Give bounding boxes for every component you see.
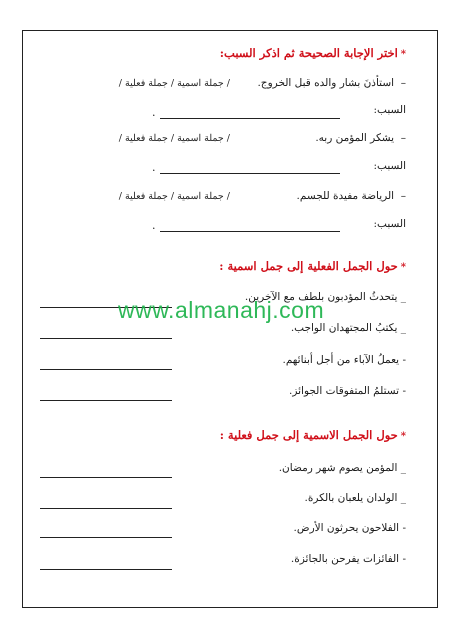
section1-item3-end: . xyxy=(152,219,156,232)
section3-item1-answer-line[interactable] xyxy=(40,477,172,478)
section2-item3-answer-line[interactable] xyxy=(40,369,172,370)
section2-heading: *حول الجمل الفعلية إلى جمل اسمية : xyxy=(219,259,406,273)
section3-item4-answer-line[interactable] xyxy=(40,569,172,570)
section2-item4-answer-line[interactable] xyxy=(40,400,172,401)
section1-item3-options: / جملة اسمية / جملة فعلية / xyxy=(118,191,230,202)
section1-item3-sentence: – الرياضة مفيدة للجسم. xyxy=(296,190,406,202)
section1-item2-end: . xyxy=(152,161,156,174)
section3-heading: *حول الجمل الاسمية إلى جمل فعلية : xyxy=(219,428,406,442)
section1-item1-reason-label: السبب: xyxy=(373,104,406,116)
section1-item1-reason-line[interactable] xyxy=(160,118,340,119)
section2-item4-sentence: - تستلمُ المتفوقات الجوائز. xyxy=(289,385,406,397)
section1-item2-reason-line[interactable] xyxy=(160,173,340,174)
section3-item1-sentence: _ المؤمن يصوم شهر رمضان. xyxy=(278,462,406,474)
section1-item2-reason-label: السبب: xyxy=(373,160,406,172)
section2-item2-sentence: _ يكتبُ المجتهدان الواجب. xyxy=(290,322,406,334)
section2-item2-answer-line[interactable] xyxy=(40,338,172,339)
section1-item2-options: / جملة اسمية / جملة فعلية / xyxy=(118,133,230,144)
section2-item3-sentence: - يعملُ الآباء من أجل أبنائهم. xyxy=(282,354,406,366)
section3-item3-answer-line[interactable] xyxy=(40,537,172,538)
section1-item3-reason-line[interactable] xyxy=(160,231,340,232)
section3-item4-sentence: - الفائزات يفرحن بالجائزة. xyxy=(290,553,406,565)
section1-item3-reason-label: السبب: xyxy=(373,218,406,230)
section1-item1-options: / جملة اسمية / جملة فعلية / xyxy=(118,78,230,89)
section1-item2-sentence: – يشكر المؤمن ربه. xyxy=(315,132,406,144)
section2-item1-sentence: _ يتحدثُ المؤدبون بلطف مع الآخرين. xyxy=(244,291,406,303)
section3-item2-sentence: _ الولدان يلعبان بالكرة. xyxy=(304,492,406,504)
section3-item2-answer-line[interactable] xyxy=(40,508,172,509)
site-watermark: www.almanahj.com xyxy=(118,297,325,323)
section1-heading: *اختر الإجابة الصحيحة ثم اذكر السبب: xyxy=(219,46,406,60)
section1-item1-end: . xyxy=(152,106,156,119)
section3-item3-sentence: - الفلاحون يحرثون الأرض. xyxy=(293,522,406,534)
section1-item1-sentence: – استأذنَ بشار والده قبل الخروج. xyxy=(257,77,406,89)
